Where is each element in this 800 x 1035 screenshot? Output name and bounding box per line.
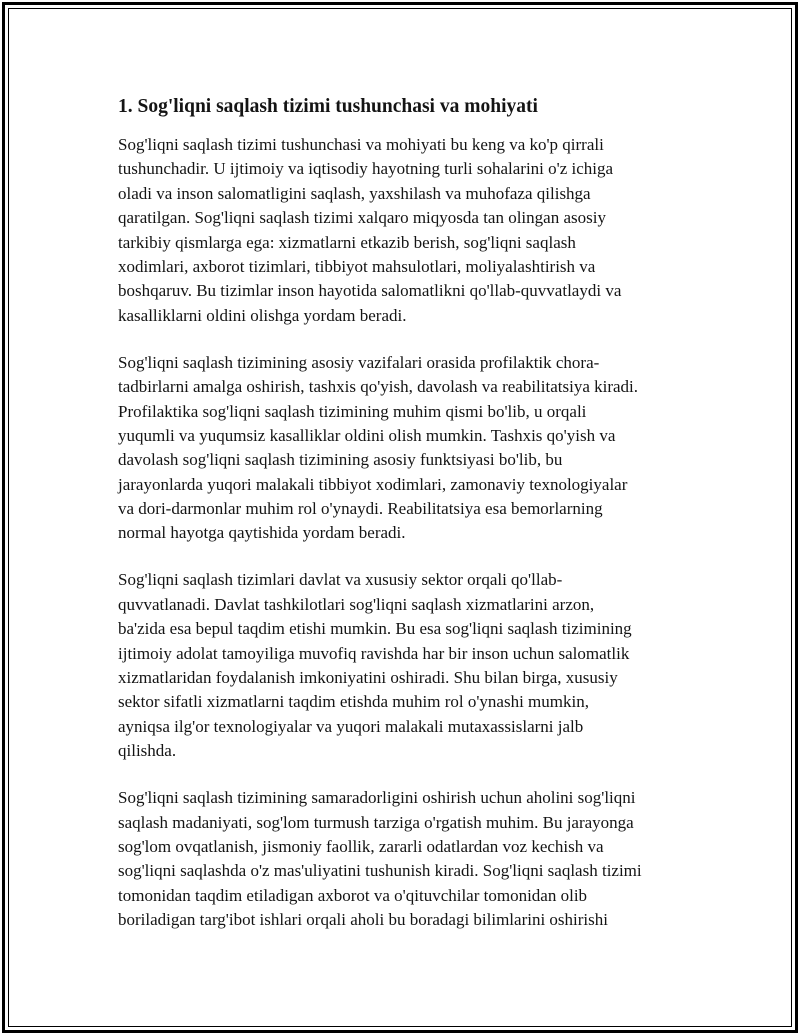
text-line: xizmatlaridan foydalanish imkoniyatini oshiradi. Shu bilan birga, xususiy <box>118 668 618 687</box>
text-line: tadbirlarni amalga oshirish, tashxis qo'yish, davolash va reabilitatsiya kiradi. <box>118 377 639 397</box>
text-line: jarayonlarda yuqori malakali tibbiyot xodimlari, zamonaviy texnologiyalar <box>118 474 628 494</box>
text-line: xodimlari, axborot tizimlari, tibbiyot mahsulotlari, moliyalashtirish va <box>118 256 596 276</box>
text-line: oladi va inson salomatligini saqlash, yaxshilash va muhofaza qilishga <box>118 183 591 203</box>
text-line: tarkibiy qismlarga ega: xizmatlarni etkazib berish, sog'liqni saqlash <box>118 232 576 252</box>
text-line: sog'lom ovqatlanish, jismoniy faollik, zararli odatlardan voz kechish va <box>118 836 604 856</box>
paragraph-2 <box>118 351 718 546</box>
text-line: boshqaruv. Bu tizimlar inson hayotida salomatlikni qo'llab-quvvatlaydi va <box>118 281 622 301</box>
text-line: qaratilgan. Sog'liqni saqlash tizimi xalqaro miqyosda tan olingan asosiy <box>118 208 606 228</box>
text-line: kasalliklarni oldini olishga yordam beradi. <box>118 305 407 325</box>
text-line: ba'zida esa bepul taqdim etishi mumkin. Bu esa sog'liqni saqlash tizimining <box>118 619 632 639</box>
text-line: Sog'liqni saqlash tizimining samaradorligini oshirish uchun aholini sog'liqni <box>118 788 636 808</box>
text-line: tushunchadir. U ijtimoiy va iqtisodiy hayotning turli sohalarini o'z ichiga <box>118 159 614 179</box>
text-line: yuqumli va yuqumsiz kasalliklar oldini olish mumkin. Tashxis qo'yish va <box>118 425 616 445</box>
text-line: Sog'liqni saqlash tizimi tushunchasi va mohiyati bu keng va ko'p qirrali <box>118 135 604 154</box>
text-line: boriladigan targ'ibot ishlari orqali aholi bu boradagi bilimlarini oshirishi <box>118 910 608 930</box>
text-line: sog'liqni saqlashda o'z mas'uliyatini tushunish kiradi. Sog'liqni saqlash tizimi <box>118 861 642 881</box>
text-line: qilishda. <box>118 741 177 761</box>
text-line: davolash sog'liqni saqlash tizimining asosiy funktsiyasi bo'lib, bu <box>118 450 563 470</box>
paragraph-1 <box>118 133 718 328</box>
text-line: va dori-darmonlar muhim rol o'ynaydi. Reabilitatsiya esa bemorlarning <box>118 499 603 519</box>
section-heading: 1. Sog'liqni saqlash tizimi tushunchasi va mohiyati <box>118 96 538 117</box>
text-line: Sog'liqni saqlash tizimining asosiy vazifalari orasida profilaktik chora- <box>118 352 600 372</box>
text-line: normal hayotga qaytishida yordam beradi. <box>118 523 406 543</box>
text-line: Profilaktika sog'liqni saqlash tizimining muhim qismi bo'lib, u orqali <box>118 401 587 421</box>
text-line: Sog'liqni saqlash tizimlari davlat va xususiy sektor orqali qo'llab- <box>118 570 563 590</box>
text-line: quvvatlanadi. Davlat tashkilotlari sog'liqni saqlash xizmatlarini arzon, <box>118 594 595 614</box>
paragraph-3 <box>118 568 718 763</box>
text-line: saqlash madaniyati, sog'lom turmush tarziga o'rgatish muhim. Bu jarayonga <box>118 812 634 832</box>
text-line: tomonidan taqdim etiladigan axborot va o'qituvchilar tomonidan olib <box>118 885 588 905</box>
text-line: ijtimoiy adolat tamoyiliga muvofiq ravishda har bir inson uchun salomatlik <box>118 643 630 663</box>
text-line: ayniqsa ilg'or texnologiyalar va yuqori malakali mutaxassislarni jalb <box>118 716 584 736</box>
text-line: sektor sifatli xizmatlarni taqdim etishda muhim rol o'ynashi mumkin, <box>118 692 589 712</box>
document-body <box>118 95 718 955</box>
paragraph-4 <box>118 786 718 932</box>
